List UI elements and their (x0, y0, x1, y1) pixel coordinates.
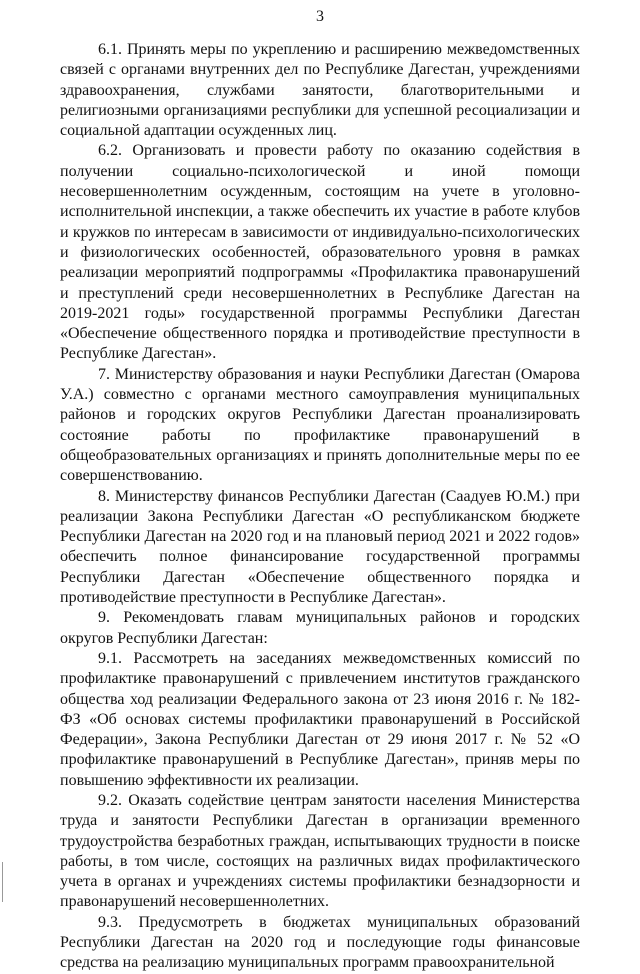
paragraph-7: 7. Министерству образования и науки Республики Дагестан (Омарова У.А.) совместно с органами местного самоуправления муниципальных районов и городских округов Республики Дагестан проанализировать состояние работы по профилактике правонарушений в общеобразовательных организациях и принять дополнительные меры по ее совершенствованию. (60, 365, 580, 485)
paragraph-9: 9. Рекомендовать главам муниципальных районов и городских округов Республики Дагестан: (60, 609, 580, 647)
paragraph-9-3: 9.3. Предусмотреть в бюджетах муниципальных образований Республики Дагестан на 2020 год и последующие годы финансовые средства на реализацию муниципальных программ правоохранительной (60, 913, 580, 972)
document-body (60, 40, 580, 974)
paragraph-6-2: 6.2. Организовать и провести работу по оказанию содействия в получении социально-психологической и иной помощи несовершеннолетним осужденным, состоящим на учете в уголовно-исполнительной инспекции, а также обеспечить их участие в работе клубов и кружков по интересам в зависимости от индивидуально-психологических и физиологических особенностей, образовательного уровня в рамках реализации мероприятий подпрограммы «Профилактика правонарушений и преступлений среди несовершеннолетних в Республике Дагестан на 2019-2021 годы» государственной программы Республики Дагестан «Обеспечение общественного порядка и противодействие преступности в Республике Дагестан». (60, 142, 580, 363)
page-number: 3 (316, 8, 324, 25)
paragraph-9-2: 9.2. Оказать содействие центрам занятости населения Министерства труда и занятости Республики Дагестан в организации временного трудоустройства безработных граждан, испытывающих трудности в поиске работы, в том числе, состоящих на различных видах профилактического учета в органах и учреждениях системы профилактики безнадзорности и правонарушений несовершеннолетних. (60, 791, 580, 911)
scan-edge-mark (2, 862, 3, 902)
paragraph-6-1: 6.1. Принять меры по укреплению и расширению межведомственных связей с органами внутренних дел по Республике Дагестан, учреждениями здравоохранения, службами занятости, благотворительными и религиозными организациями республики для успешной ресоциализации и социальной адаптации осужденных лиц. (60, 41, 580, 140)
paragraph-9-1: 9.1. Рассмотреть на заседаниях межведомственных комиссий по профилактике правонарушений с привлечением институтов гражданского общества ход реализации Федерального закона от 23 июня 2016 г. № 182-ФЗ «Об основах системы профилактики правонарушений в Российской Федерации», Закона Республики Дагестан от 29 июня 2017 г. № 52 «О профилактике правонарушений в Республике Дагестан», приняв меры по повышению эффективности их реализации. (60, 649, 580, 789)
paragraph-8: 8. Министерству финансов Республики Дагестан (Саадуев Ю.М.) при реализации Закона Республики Дагестан «О республиканском бюджете Республики Дагестан на 2020 год и на плановый период 2021 и 2022 годов» обеспечить полное финансирование государственной программы Республики Дагестан «Обеспечение общественного порядка и противодействие преступности в Республике Дагестан». (60, 487, 580, 607)
